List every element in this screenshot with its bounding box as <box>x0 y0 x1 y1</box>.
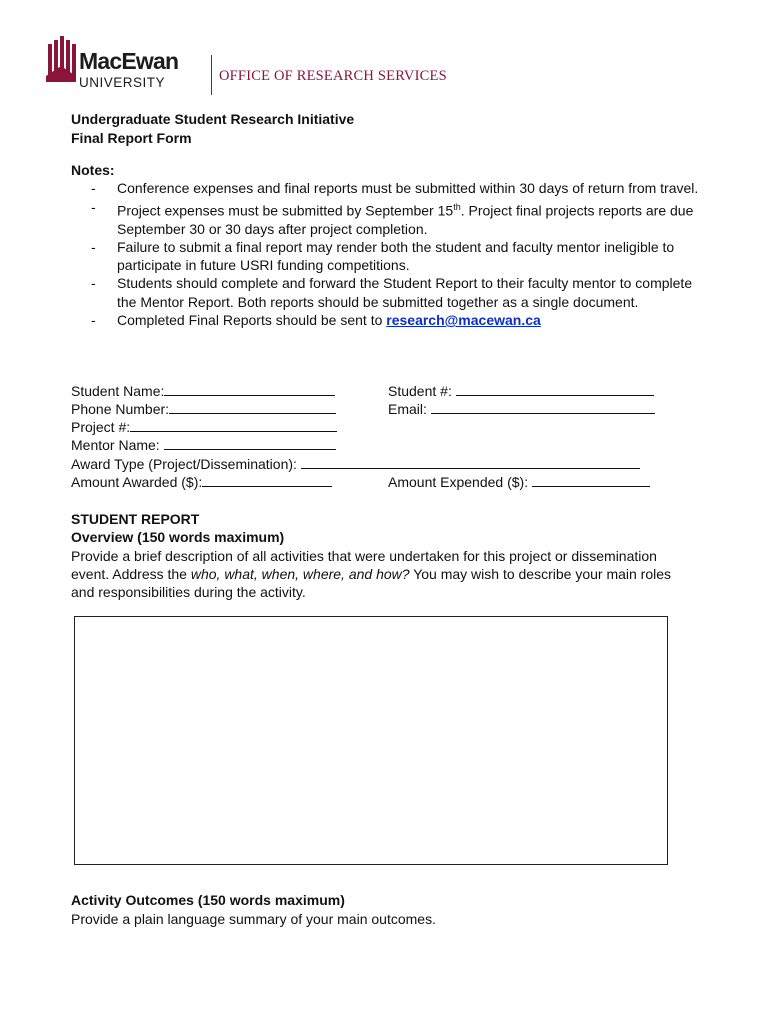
brand-subtitle: UNIVERSITY <box>79 75 166 90</box>
student-report-section <box>71 510 691 601</box>
note-item: - Project expenses must be submitted by September 15th. Project final projects reports are due September 30 or 30 days after project completion. <box>91 198 694 237</box>
note-item: - Failure to submit a final report may render both the student and faculty mentor ineligible to participate in future USRI funding competitions. <box>91 238 675 274</box>
amount-expended-line[interactable] <box>532 471 650 487</box>
activity-outcomes-section <box>71 891 436 928</box>
phone-line[interactable] <box>169 398 336 414</box>
header-divider <box>211 55 212 95</box>
macewan-logo-icon <box>46 36 76 82</box>
notes-list <box>71 179 711 329</box>
student-number-field[interactable]: Student #: <box>388 380 654 398</box>
mentor-line[interactable] <box>164 434 336 450</box>
award-type-line[interactable] <box>301 453 640 469</box>
student-name-field[interactable]: Student Name: <box>71 380 335 398</box>
note-item: - Conference expenses and final reports must be submitted within 30 days of return from travel. <box>91 180 699 197</box>
brand-name: MacEwan <box>79 48 179 74</box>
amount-awarded-field[interactable]: Amount Awarded ($): <box>71 471 332 489</box>
outcomes-heading: Activity Outcomes (150 words maximum) <box>71 892 345 908</box>
mentor-field[interactable]: Mentor Name: <box>71 434 336 452</box>
amount-expended-field[interactable]: Amount Expended ($): <box>388 471 650 489</box>
amount-awarded-line[interactable] <box>202 471 332 487</box>
phone-field[interactable]: Phone Number: <box>71 398 336 416</box>
email-field[interactable]: Email: <box>388 398 655 416</box>
notes-heading: Notes: <box>71 162 115 178</box>
award-type-field[interactable]: Award Type (Project/Dissemination): <box>71 453 640 471</box>
note-item: - Students should complete and forward the Student Report to their faculty mentor to complete the Mentor Report. Both reports should be submitted together as a single document. <box>91 275 693 310</box>
notes-section <box>71 161 711 329</box>
office-name: OFFICE OF RESEARCH SERVICES <box>219 68 447 84</box>
form-title: Undergraduate Student Research Initiative <box>71 111 355 127</box>
note-item: - Completed Final Reports should be sent to research@macewan.ca <box>91 312 541 329</box>
overview-instructions: Provide a brief description of all activities that were undertaken for this project or dissemination event. Address the who, what, when, where, and how? You may wish to describe your main roles and responsibilities during the activity. <box>71 547 672 601</box>
project-field[interactable]: Project #: <box>71 416 337 434</box>
student-report-heading: STUDENT REPORT <box>71 511 200 527</box>
overview-text-box[interactable] <box>74 616 668 865</box>
email-line[interactable] <box>431 398 655 414</box>
overview-heading: Overview (150 words maximum) <box>71 529 285 546</box>
form-title-block <box>71 110 354 148</box>
outcomes-instructions: Provide a plain language summary of your main outcomes. <box>71 910 436 927</box>
student-name-line[interactable] <box>164 380 335 396</box>
email-link[interactable]: research@macewan.ca <box>386 312 541 329</box>
project-line[interactable] <box>130 416 337 432</box>
form-subtitle: Final Report Form <box>71 130 192 146</box>
page-header <box>46 36 466 96</box>
student-number-line[interactable] <box>456 380 654 396</box>
